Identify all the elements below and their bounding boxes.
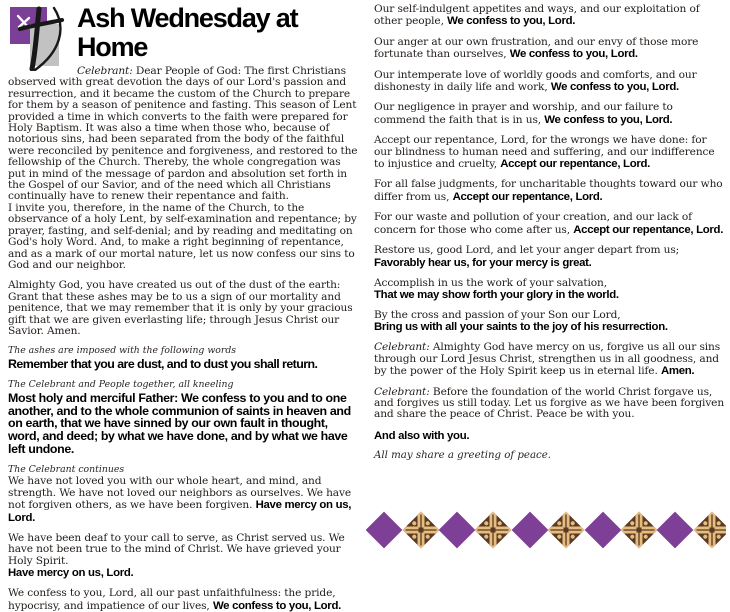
litany-response: Have mercy on us, Lord. — [8, 499, 352, 524]
amen-response: Amen. — [660, 365, 695, 378]
litany-response: We confess to you, Lord. — [550, 81, 679, 94]
diamond-ornate — [548, 505, 584, 555]
litany-text: Accept our repentance, Lord, for the wrongs we have done: for our blindness to human need and suffering, and our indifference to injustice and cruelty, — [374, 134, 715, 171]
diamond-plain — [512, 505, 548, 555]
litany-response: We confess to you, Lord. — [447, 15, 576, 28]
rubric-greeting-of-peace: All may share a greeting of peace. — [374, 449, 552, 461]
rubric-celebrant-continues: The Celebrant continues — [8, 463, 125, 475]
litany-text: Our intemperate love of worldly goods and comforts, and our dishonesty in daily life and work, — [374, 68, 697, 94]
litany-paragraph — [8, 476, 361, 524]
litany-text: Our self-indulgent appetites and ways, and our exploitation of other people, — [374, 3, 700, 28]
litany-response: Have mercy on us, Lord. — [8, 567, 134, 580]
litany-response: We confess to you, Lord. — [212, 599, 341, 612]
litany-paragraph — [374, 278, 727, 301]
diamond-ornate — [402, 505, 438, 555]
diamond-floral-pattern — [402, 512, 439, 549]
cross-shield-logo-art — [8, 5, 70, 71]
diamond-plain — [439, 505, 475, 555]
litany-text: Our negligence in prayer and worship, and our failure to commend the faith that is in us, — [374, 101, 673, 126]
left-column — [8, 3, 361, 612]
litany-text: Restore us, good Lord, and let your anger depart from us; — [374, 244, 680, 257]
litany-response: We confess to you, Lord. — [544, 113, 673, 126]
litany-paragraph — [374, 245, 727, 268]
litany-text: By the cross and passion of your Son our Lord, — [374, 308, 621, 321]
diamond-floral-pattern — [475, 512, 512, 549]
cross-shield-logo — [8, 5, 70, 71]
litany-response: We confess to you, Lord. — [509, 48, 638, 61]
litany-response: Accept our repentance, Lord. — [573, 223, 724, 236]
peace-diamond-border — [366, 505, 726, 555]
litany-paragraph — [8, 533, 361, 579]
absolution-text: Almighty God have mercy on us, forgive us all our sins through our Lord Jesus Christ, strengthen us in all goodness, and by the power of the Holy Spirit keep us in eternal life. — [374, 341, 721, 378]
diamond-ornate — [694, 505, 726, 555]
imposition-words: Remember that you are dust, and to dust you shall return. — [8, 356, 318, 371]
diamond-floral-pattern — [693, 512, 726, 549]
diamond-ornate — [475, 505, 511, 555]
celebrant-label: Celebrant: — [77, 65, 133, 77]
litany-text: Our anger at our own frustration, and our envy of those more fortunate than ourselves, — [374, 35, 699, 61]
litany-text: For our waste and pollution of your creation, and our lack of concern for those who come after us, — [374, 211, 692, 236]
litany-text: We confess to you, Lord, all our past unfaithfulness: the pride, hypocrisy, and impatience of our lives, — [8, 587, 336, 612]
litany-text: For all false judgments, for uncharitable thoughts toward our who differ from us, — [374, 178, 723, 203]
litany-text: We have been deaf to your call to serve, as Christ served us. We have not been true to the mind of Christ. We have grieved your Holy Spirit. — [8, 531, 345, 567]
right-column — [374, 4, 727, 560]
rubric-together-kneeling: The Celebrant and People together, all kneeling — [8, 379, 234, 391]
diamond-ornate — [621, 505, 657, 555]
celebrant-label: Celebrant: — [374, 385, 430, 398]
invitation-text: I invite you, therefore, in the name of the Church, to the observance of a holy Lent, by self-examination and repentance; by prayer, fasting, and self-denial; and by reading and meditating on God's holy Word. And, to make a right beginning of repentance, and as a mark of our mortal nature, let us now confess our sins to God and our neighbor. — [8, 201, 357, 271]
litany-paragraph — [374, 4, 727, 28]
litany-paragraph — [8, 588, 361, 612]
litany-response: Bring us with all your saints to the joy of his resurrection. — [374, 321, 668, 334]
exhortation-text: Dear People of God: The first Christians observed with great devotion the days of our Lord's passion and resurrection, and it became the custom of the Church to prepare for them by a season of penitence and fasting. This season of Lent provided a time in which converts to the faith were prepared for Holy Baptism. It was also a time when those who, because of notorious sins, had been separated from the body of the faithful were reconciled by penitence and forgiveness, and restored to the fellowship of the Church. Thereby, the whole congregation was put in mind of the message of pardon and absolution set forth in the Gospel of our Savior, and of the need which all Christians continually have to renew their repentance and faith. — [8, 65, 358, 203]
page-title: Ash Wednesday at Home — [77, 3, 298, 62]
celebrant-label: Celebrant: — [374, 341, 430, 354]
exhortation-paragraph — [8, 66, 361, 271]
litany-paragraph — [374, 37, 727, 61]
ashes-collect-paragraph: Almighty God, you have created us out of the dust of the earth: Grant that these ashes may be to us a sign of our mortality and penitence, that we may remember that it is only by your gracious gift that we are given everlasting life; through Jesus Christ our Savior. Amen. — [8, 279, 353, 337]
diamond-plain — [657, 505, 693, 555]
peace-response: And also with you. — [374, 429, 470, 442]
peace-text: Before the foundation of the world Christ forgave us, and forgives us still today. Let us forgive as we have been forgiven and share the peace of Christ. Peace be with you. — [374, 385, 725, 421]
litany-paragraph — [374, 70, 727, 94]
litany-paragraph — [374, 135, 727, 170]
confession-together: Most holy and merciful Father: We confess to you and to one another, and to the whole communion of saints in heaven and on earth, that we have sinned by our own fault in thought, word, and deed; by what we have done, and by what we have left undone. — [8, 390, 351, 457]
diamond-floral-pattern — [548, 512, 585, 549]
litany-paragraph — [374, 212, 727, 236]
rubric-imposition: The ashes are imposed with the following words — [8, 345, 237, 357]
diamond-plain — [366, 505, 402, 555]
diamond-floral-pattern — [621, 512, 658, 549]
litany-response: Favorably hear us, for your mercy is great. — [374, 256, 592, 269]
litany-paragraph — [374, 179, 727, 203]
peace-paragraph — [374, 387, 727, 421]
litany-response: Accept our repentance, Lord. — [500, 158, 651, 171]
litany-paragraph — [374, 310, 727, 333]
litany-response: That we may show forth your glory in the world. — [374, 288, 619, 301]
litany-text: Accomplish in us the work of your salvation, — [374, 276, 608, 289]
absolution-paragraph — [374, 342, 727, 377]
litany-paragraph — [374, 102, 727, 126]
litany-response: Accept our repentance, Lord. — [452, 190, 603, 203]
litany-text: We have not loved you with our whole heart, and mind, and strength. We have not loved our neighbors as ourselves. We have not forgiven others, as we have been forgiven. — [8, 475, 352, 512]
diamond-plain — [584, 505, 620, 555]
